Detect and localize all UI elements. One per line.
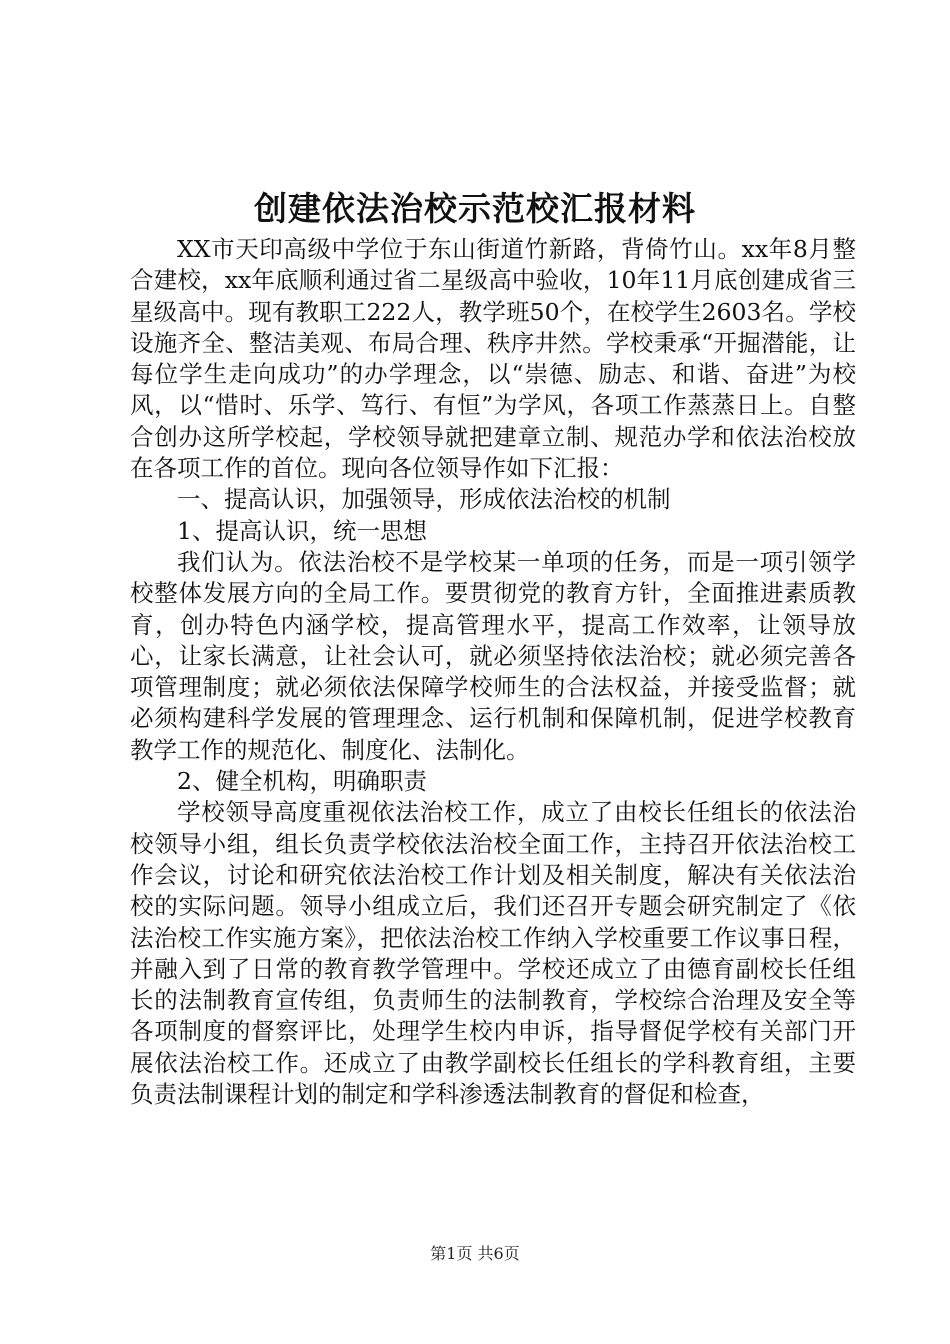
body-paragraph-1: 我们认为。依法治校不是学校某一单项的任务，而是一项引领学校整体发展方向的全局工作。要贯彻党的教育方针，全面推进素质教育，创办特色内涵学校，提高管理水平，提高工作效率，让领导放心，让家长满意，让社会认可，就必须坚持依法治校；就必须完善各项管理制度；就必须依法保障学校师生的合法权益，并接受监督；就必须构建科学发展的管理理念、运行机制和保障机制，促进学校教育教学工作的规范化、制度化、法制化。 bbox=[130, 547, 856, 764]
page-number-footer: 第1页 共6页 bbox=[430, 1244, 520, 1263]
body-paragraph-2: 学校领导高度重视依法治校工作，成立了由校长任组长的依法治校领导小组，组长负责学校依法治校全面工作，主持召开依法治校工作会议，讨论和研究依法治校工作计划及相关制度，解决有关依法治校的实际问题。领导小组成立后，我们还召开专题会研究制定了《依法治校工作实施方案》，把依法治校工作纳入学校重要工作议事日程，并融入到了日常的教育教学管理中。学校还成立了由德育副校长任组长的法制教育宣传组，负责师生的法制教育，学校综合治理及安全等各项制度的督察评比，处理学生校内申诉，指导督促学校有关部门开展依法治校工作。还成立了由教学副校长任组长的学科教育组，主要负责法制课程计划的制定和学科渗透法制教育的督促和检查， bbox=[130, 798, 856, 1109]
document-body bbox=[130, 234, 856, 1110]
section-heading-1: 一、提高认识，加强领导，形成依法治校的机制 bbox=[177, 485, 671, 514]
document-title: 创建依法治校示范校汇报材料 bbox=[254, 189, 696, 228]
subsection-heading-2: 2、健全机构，明确职责 bbox=[177, 767, 427, 796]
subsection-heading-1: 1、提高认识，统一思想 bbox=[177, 516, 427, 545]
intro-paragraph: XX市天印高级中学位于东山街道竹新路，背倚竹山。xx年8月整合建校，xx年底顺利通过省二星级高中验收，10年11月底创建成省三星级高中。现有教职工222人，教学班50个，在校学生2603名。学校设施齐全、整洁美观、布局合理、秩序井然。学校秉承“开掘潜能，让每位学生走向成功”的办学理念，以“崇德、励志、和谐、奋进”为校风，以“惜时、乐学、笃行、有恒”为学风，各项工作蒸蒸日上。自整合创办这所学校起，学校领导就把建章立制、规范办学和依法治校放在各项工作的首位。现向各位领导作如下汇报： bbox=[130, 235, 856, 483]
